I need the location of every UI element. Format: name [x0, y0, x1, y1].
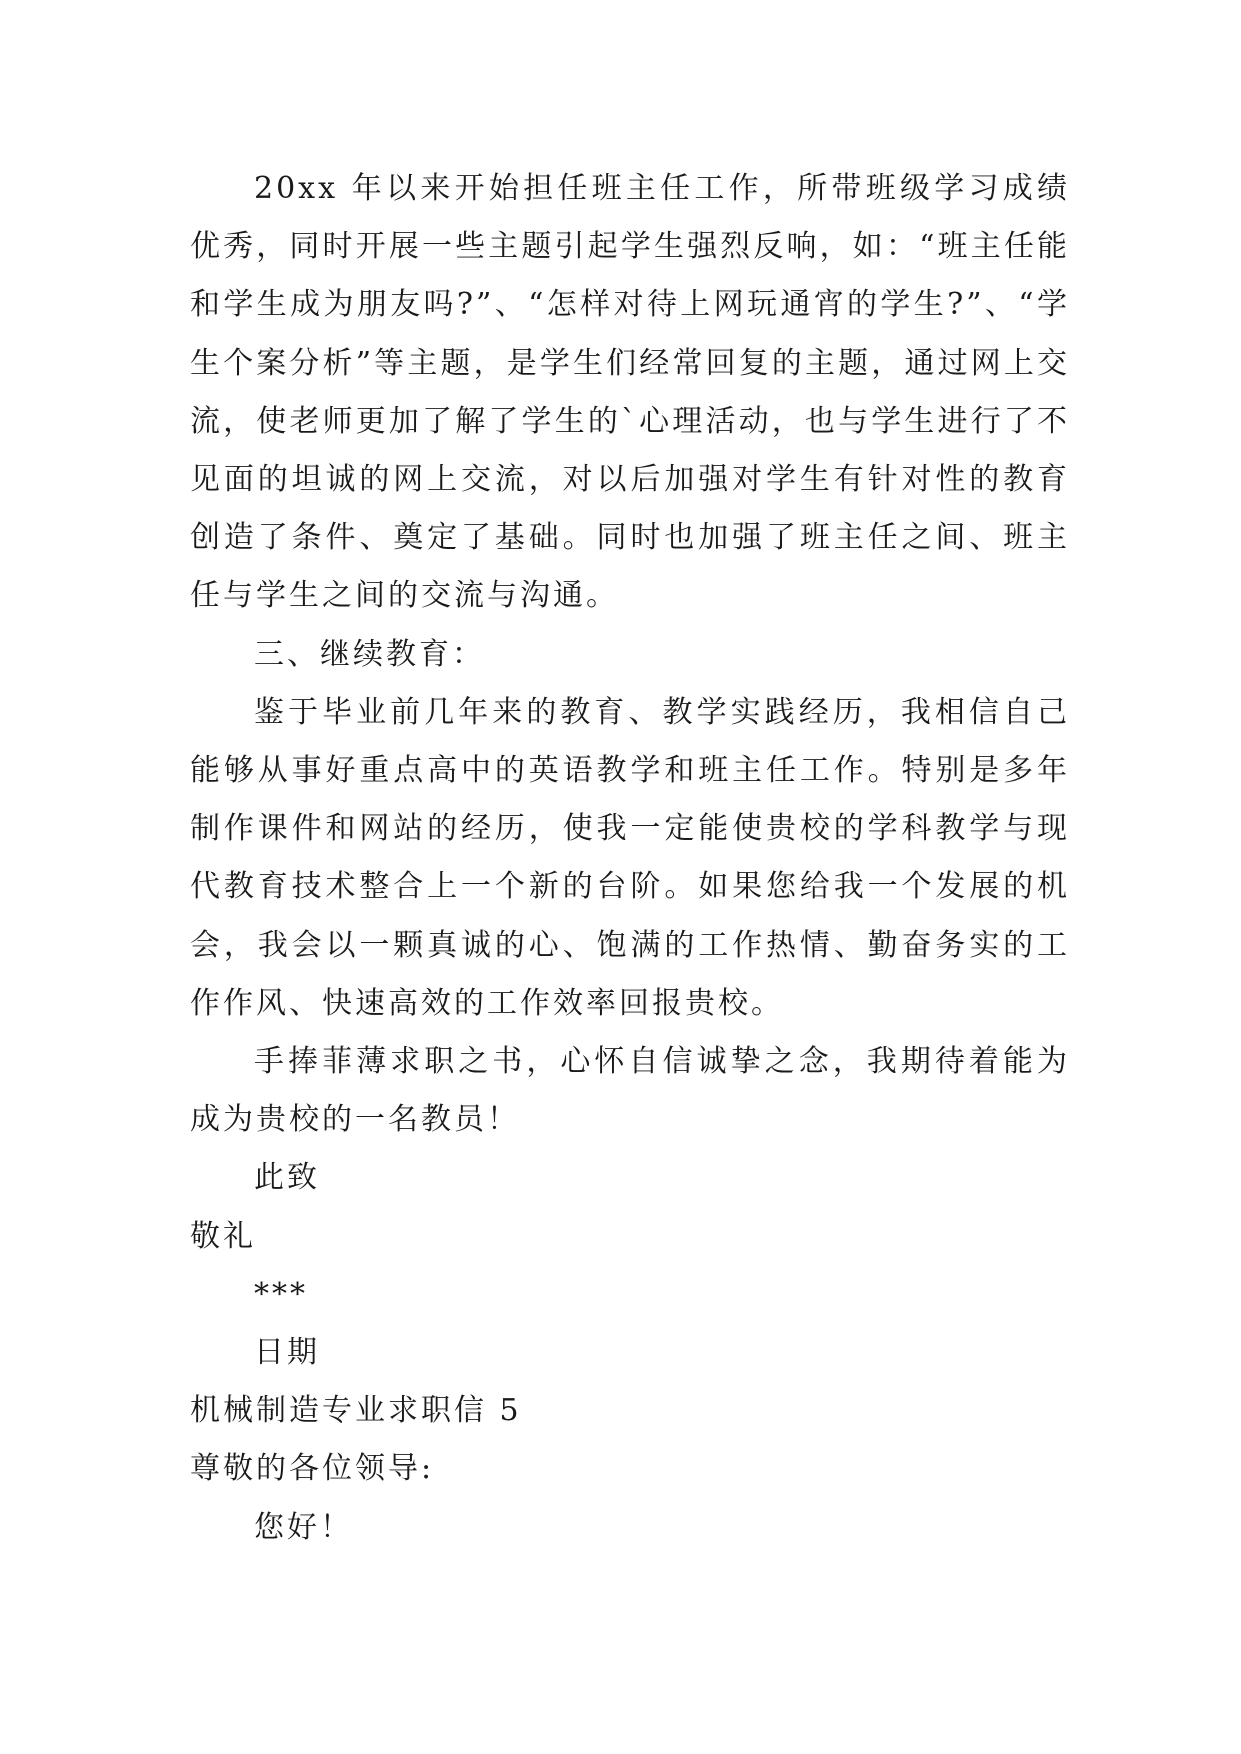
- greeting: 您好！: [254, 1509, 353, 1545]
- signature: ***: [254, 1276, 308, 1312]
- closing-salute: 此致: [254, 1160, 320, 1196]
- date-label: 日期: [254, 1335, 320, 1371]
- section-heading-continuing-education: 三、继续教育：: [254, 636, 485, 672]
- salutation: 尊敬的各位领导:: [190, 1451, 435, 1487]
- closing-regards: 敬礼: [190, 1218, 256, 1254]
- next-letter-title: 机械制造专业求职信 5: [190, 1393, 522, 1429]
- paragraph-class-work: 20xx 年以来开始担任班主任工作，所带班级学习成绩优秀，同时开展一些主题引起学生强烈反响，如：“班主任能和学生成为朋友吗?”、“怎样对待上网玩通宵的学生?”、“学生个案分析”等主题，是学生们经常回复的主题，通过网上交流，使老师更加了解了学生的`心理活动，也与学生进行了不见面的坦诚的网上交流，对以后加强对学生有针对性的教育创造了条件、奠定了基础。同时也加强了班主任之间、班主任与学生之间的交流与沟通。: [190, 171, 1070, 614]
- paragraph-experience: 鉴于毕业前几年来的教育、教学实践经历，我相信自己能够从事好重点高中的英语教学和班主任工作。特别是多年制作课件和网站的经历，使我一定能使贵校的学科教学与现代教育技术整合上一个新的台阶。如果您给我一个发展的机会，我会以一颗真诚的心、饱满的工作热情、勤奋务实的工作作风、快速高效的工作效率回报贵校。: [190, 694, 1070, 1021]
- document-body: [190, 160, 1070, 1557]
- paragraph-expectation: 手捧菲薄求职之书，心怀自信诚挚之念，我期待着能为成为贵校的一名教员！: [190, 1044, 1070, 1138]
